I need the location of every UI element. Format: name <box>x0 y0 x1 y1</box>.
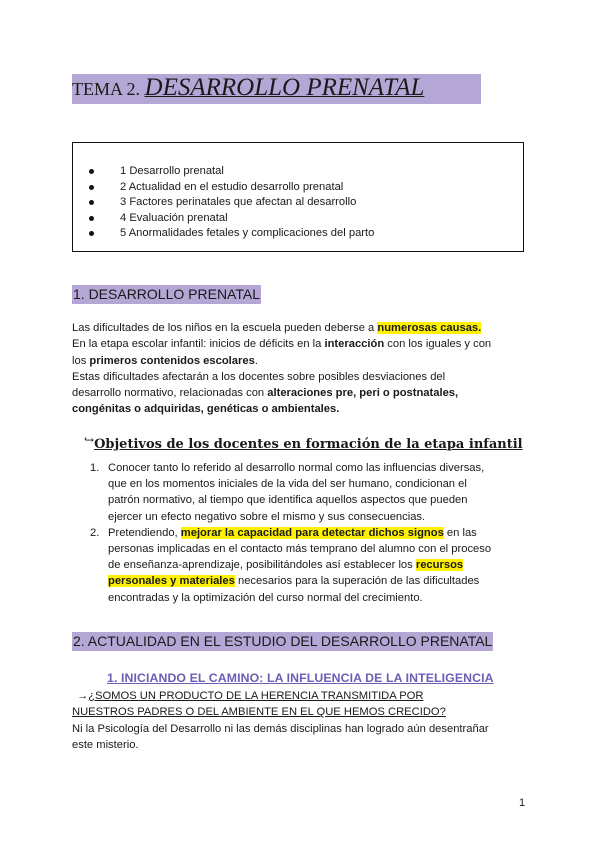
list-line <box>108 557 491 573</box>
text-run: los <box>72 354 90 367</box>
highlighted-text: mejorar la capacidad para detectar dichos signos <box>180 526 444 539</box>
question-line <box>72 688 489 704</box>
list-number: 1. <box>90 462 100 474</box>
text-run: de enseñanza-aprendizaje, posibilitándoles así establecer los <box>108 559 416 572</box>
toc-item <box>89 180 374 196</box>
list-line: patrón normativo, al tiempo que identifica aquellos aspectos que pueden <box>108 494 468 507</box>
subsection-heading: 1. INICIANDO EL CAMINO: LA INFLUENCIA DE LA INTELIGENCIA <box>107 671 494 685</box>
paragraph-line: Estas dificultades afectarán a los docentes sobre posibles desviaciones del <box>72 370 446 383</box>
toc-item <box>89 195 374 211</box>
bold-text: alteraciones pre, peri o postnatales, <box>267 387 459 400</box>
question-text: ¿SOMOS UN PRODUCTO DE LA HERENCIA TRANSMITIDA POR <box>88 690 424 702</box>
text-run: necesarios para la superación de las dificultades <box>234 575 480 588</box>
list-line: ejercer un efecto negativo sobre el mismo y sus consecuencias. <box>108 510 426 523</box>
text-run: Las dificultades de los niños en la escuela pueden deberse a <box>72 322 378 334</box>
text-run: . <box>254 354 258 367</box>
list-line <box>108 573 491 589</box>
list-line <box>108 525 491 541</box>
toc-item-label: 5 Anormalidades fetales y complicaciones del parto <box>120 227 375 240</box>
text-run: desarrollo normativo, relacionadas con <box>72 387 268 400</box>
bold-text: primeros contenidos escolares <box>89 354 255 367</box>
section-1-heading: 1. DESARROLLO PRENATAL <box>73 286 260 302</box>
toc-item-label: 3 Factores perinatales que afectan al desarrollo <box>120 196 357 209</box>
table-of-contents <box>72 142 524 252</box>
text-run: con los iguales y con <box>384 338 492 351</box>
objectives-list <box>90 460 491 606</box>
title-prefix: TEMA 2. <box>72 79 145 99</box>
paragraph-line: Ni la Psicología del Desarrollo ni las demás disciplinas han logrado aún desentrañar <box>72 722 489 735</box>
objectives-heading-text: Objetivos de los docentes en formación de la etapa infantil <box>94 437 523 452</box>
toc-item <box>89 211 374 227</box>
toc-item-label: 2 Actualidad en el estudio desarrollo prenatal <box>120 180 344 193</box>
list-item <box>90 460 491 525</box>
bold-text: congénitas o adquiridas, genéticas o ambientales. <box>72 403 340 416</box>
text-run: Pretendiendo, <box>108 526 181 539</box>
list-number: 2. <box>90 526 100 539</box>
question-block <box>72 688 489 753</box>
question-line: NUESTROS PADRES O DEL AMBIENTE EN EL QUE HEMOS CRECIDO? <box>72 706 446 719</box>
paragraph-line <box>72 385 491 401</box>
document-title <box>72 74 481 104</box>
paragraph-line: este misterio. <box>72 738 139 751</box>
bullet-icon <box>89 231 94 236</box>
title-main: DESARROLLO PRENATAL <box>144 74 425 101</box>
toc-item-label: 1 Desarrollo prenatal <box>120 165 224 177</box>
section-1-body <box>72 320 491 418</box>
bullet-icon <box>89 169 94 174</box>
section-2-heading: 2. ACTUALIDAD EN EL ESTUDIO DEL DESARROLLO PRENATAL <box>73 633 493 649</box>
list-line: personas implicadas en el contacto más temprano del alumno con el proceso <box>108 543 492 556</box>
text-run: en las <box>443 526 477 539</box>
paragraph-line <box>72 320 491 336</box>
bullet-icon <box>89 185 94 190</box>
list-line: que en los momentos iniciales de la vida del ser humano, condicionan el <box>108 478 467 491</box>
text-run: En la etapa escolar infantil: inicios de déficits en la <box>72 338 325 351</box>
right-arrow-icon: → <box>77 690 89 702</box>
list-item <box>90 525 491 606</box>
return-arrow-icon: ↪ <box>84 433 95 447</box>
paragraph-line <box>72 401 491 417</box>
bold-text: interacción <box>324 338 385 351</box>
paragraph-line <box>72 353 491 369</box>
highlighted-text: numerosas causas. <box>377 322 482 334</box>
bullet-icon <box>89 216 94 221</box>
toc-item-label: 4 Evaluación prenatal <box>120 211 228 224</box>
page-number: 1 <box>519 797 526 809</box>
highlighted-text: recursos <box>415 559 464 572</box>
toc-item <box>89 164 374 180</box>
list-line: Conocer tanto lo referido al desarrollo normal como las influencias diversas, <box>108 462 485 474</box>
list-line: encontradas y la optimización del curso normal del crecimiento. <box>108 591 423 604</box>
objectives-heading <box>84 433 523 452</box>
paragraph-line <box>72 336 491 352</box>
bullet-icon <box>89 200 94 205</box>
toc-item <box>89 226 374 242</box>
highlighted-text: personales y materiales <box>108 575 235 588</box>
